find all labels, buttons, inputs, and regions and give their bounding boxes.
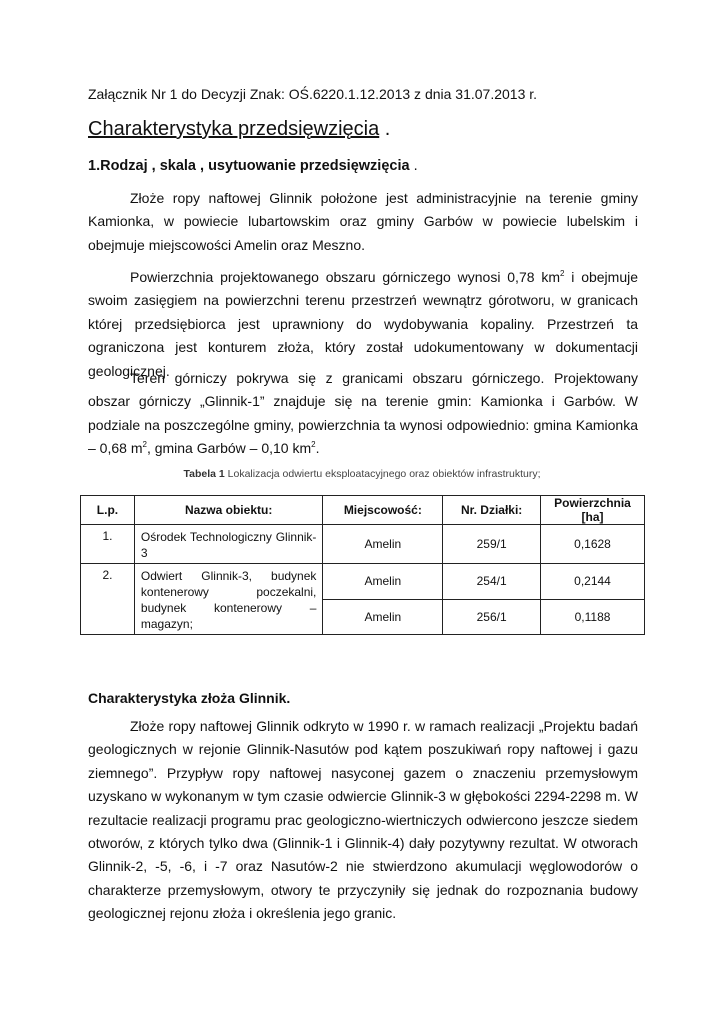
column-header-place: Miejscowość: (323, 496, 443, 525)
attachment-header: Załącznik Nr 1 do Decyzji Znak: OŚ.6220.1.12.2013 z dnia 31.07.2013 r. (88, 86, 538, 102)
paragraph-mining-area (88, 266, 638, 383)
paragraph-mining-area-text-1: Powierzchnia projektowanego obszaru górniczego wynosi 0,78 km (130, 269, 560, 285)
cell-plot: 254/1 (443, 564, 541, 600)
document-title-suffix: . (379, 118, 391, 140)
document-title-text: Charakterystyka przedsięwzięcia (88, 118, 380, 140)
table-caption-text: Lokalizacja odwiertu eksploatacyjnego oraz obiektów infrastruktury; (224, 468, 541, 480)
table-caption (0, 468, 724, 480)
cell-place: Amelin (323, 564, 443, 600)
paragraph-deposit-history (88, 715, 638, 926)
table-row (81, 564, 645, 600)
section-heading-1-suffix: . (409, 158, 418, 174)
cell-area: 0,2144 (541, 564, 645, 600)
column-header-name: Nazwa obiektu: (134, 496, 323, 525)
cell-place: Amelin (323, 525, 443, 564)
cell-lp: 1. (81, 525, 135, 564)
paragraph-mining-terrain-text-3: . (315, 440, 320, 457)
cell-area: 0,1628 (541, 525, 645, 564)
table-row (81, 525, 645, 564)
cell-plot: 259/1 (443, 525, 541, 564)
cell-place: Amelin (323, 599, 443, 635)
document-title (88, 118, 390, 141)
cell-name: Ośrodek Technologiczny Glinnik-3 (134, 525, 323, 564)
paragraph-deposit-history-text: Złoże ropy naftowej Glinnik odkryto w 1990 r. w ramach realizacji „Projektu badań geologicznych w rejonie Glinnik-Nasutów pod kątem poszukiwań ropy naftowej i gazu ziemnego”. Przypływ ropy naftowej nasyconej gazem o znaczeniu przemysłowym uzyskano w wykonanym w tym czasie odwiercie Glinnik-3 w głębokości 2294-2298 m. W rezultacie realizacji programu prac geologiczno-wiertniczych odwiercono jeszcze siedem otworów, z których tylko dwa (Glinnik-1 i Glinnik-4) dały pozytywny rezultat. W otworach Glinnik-2, -5, -6, i -7 oraz Nasutów-2 nie stwierdzono akumulacji węglowodorów o charakterze przemysłowym, otwory te przyczyniły się jednak do rozpoznania budowy geologicznej rejonu złoża i określenia jego granic. (88, 718, 638, 922)
superscript: 2 (311, 440, 316, 450)
paragraph-mining-terrain (88, 367, 638, 461)
section-heading-1 (88, 158, 418, 174)
cell-area: 0,1188 (541, 599, 645, 635)
paragraph-location-text: Złoże ropy naftowej Glinnik położone jest administracyjnie na terenie gminy Kamionka, w powiecie lubartowskim oraz gminy Garbów w powiecie lubelskim i obejmuje miejscowości Amelin oraz Meszno. (88, 190, 638, 253)
column-header-plot: Nr. Działki: (443, 496, 541, 525)
column-header-area: Powierzchnia [ha] (541, 496, 645, 525)
paragraph-mining-terrain-text-1: Teren górniczy pokrywa się z granicami obszaru górniczego. Projektowany obszar górniczy „Glinnik-1” znajduje się na terenie gmin: Kamionka i Garbów. W podziale na poszczególne gminy, powierzchnia ta wynosi odpowiednio: gmina Kamionka – 0,68 m (88, 370, 638, 457)
section-heading-1-text: 1.Rodzaj , skala , usytuowanie przedsięwzięcia (88, 158, 410, 174)
table-caption-label: Tabela 1 (183, 468, 225, 480)
column-header-lp: L.p. (81, 496, 135, 525)
paragraph-location (88, 187, 638, 257)
section-heading-2: Charakterystyka złoża Glinnik. (88, 690, 291, 706)
table-header-row (81, 496, 645, 525)
cell-name: Odwiert Glinnik-3, budynek kontenerowy poczekalni, budynek kontenerowy – magazyn; (134, 564, 323, 635)
location-table (80, 495, 645, 635)
paragraph-mining-terrain-text-2: , gmina Garbów – 0,10 km (146, 440, 312, 457)
superscript: 2 (142, 440, 147, 450)
superscript: 2 (560, 269, 565, 278)
paragraph-mining-area-text-2: i obejmuje swoim zasięgiem na powierzchni terenu przestrzeń wewnątrz górotworu, w granicach której przedsiębiorca jest uprawniony do wydobywania kopaliny. Przestrzeń ta ograniczona jest konturem złoża, który został udokumentowany w dokumentacji geologicznej. (88, 269, 639, 379)
cell-plot: 256/1 (443, 599, 541, 635)
cell-lp: 2. (81, 564, 135, 635)
